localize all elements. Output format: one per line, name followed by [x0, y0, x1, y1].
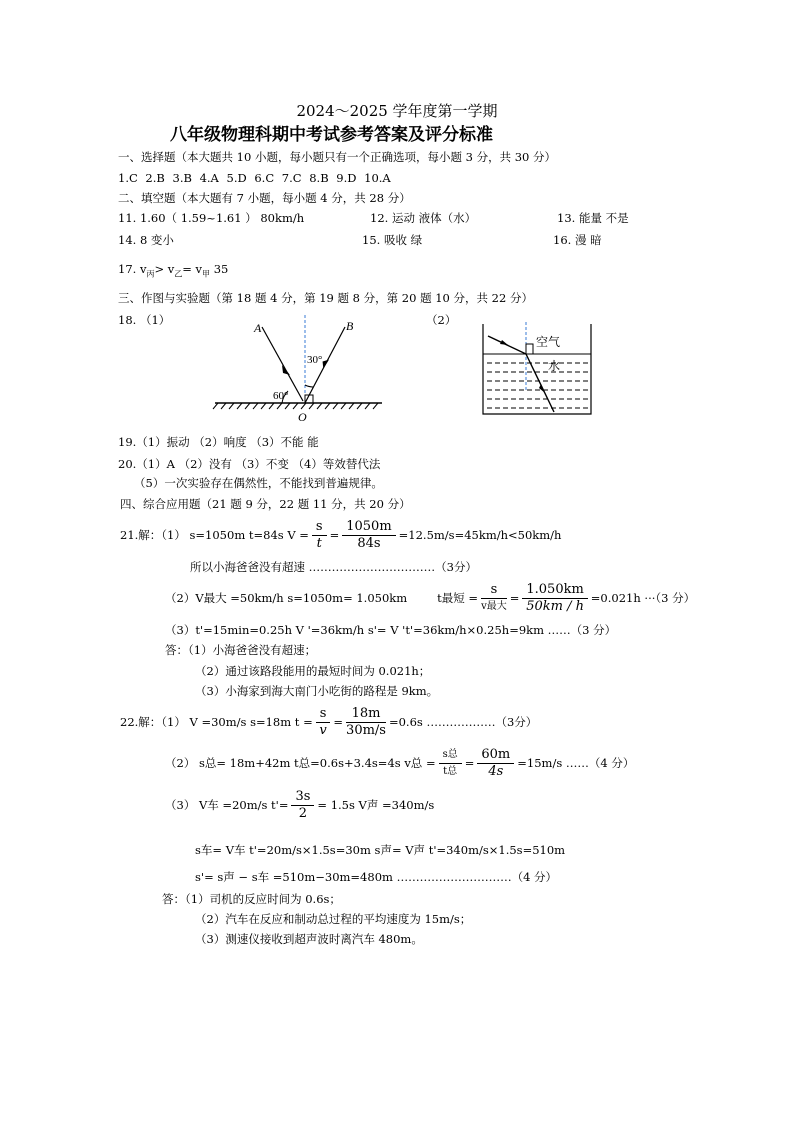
- label-o: O: [298, 410, 307, 424]
- angle-60: 60°: [273, 390, 289, 402]
- q18-label: 18. （1）: [118, 313, 171, 327]
- q21-line2: 所以小海爸爸没有超速 ……………………………（3分）: [190, 560, 477, 574]
- section1-answers: 1.C 2.B 3.B 4.A 5.D 6.C 7.C 8.B 9.D 10.A: [118, 171, 391, 185]
- q22-answer-2: （2）汽车在反应和制动总过程的平均速度为 15m/s；: [195, 912, 472, 926]
- q22-line3: （3） V车 =20m/s t'= $\frac{3s}{2}$ = 1.5s V声 =340m/s: [165, 788, 435, 821]
- q22-line1: 22.解：（1） V =30m/s s=18m t = $\frac{s}{v}$ = $\frac{18m}{30m/s}$ =0.6s ………………（3分）: [120, 705, 538, 738]
- q21-answer-3: （3）小海家到海大南门小吃街的路程是 9km。: [195, 684, 439, 698]
- label-water: 水: [548, 359, 561, 373]
- label-a: A: [254, 321, 262, 335]
- section3-heading: 三、作图与实验题（第 18 题 4 分，第 19 题 8 分，第 20 题 10 分，共 22 分）: [118, 291, 533, 305]
- q18-part2-label: （2）: [426, 313, 457, 327]
- q21-line3: （2）V最大 =50km/h s=1050m= 1.050km t最短 = $\frac{s}{\text{v最大}}$ = $\frac{1.050km}{50km / h}$ =0.021h ···（3 分）: [165, 581, 696, 614]
- section1-heading: 一、选择题（本大题共 10 小题，每小题只有一个正确选项，每小题 3 分，共 30 分）: [118, 150, 557, 164]
- answer-q19: 19.（1）振动 （2）响度 （3）不能 能: [118, 435, 319, 449]
- answer-q11: 11. 1.60（ 1.59~1.61 ） 80km/h: [118, 211, 305, 225]
- angle-30: 30°: [307, 354, 323, 366]
- q22-answer-1: 答：（1）司机的反应时间为 0.6s；: [162, 892, 341, 906]
- q21-line1: 21.解：（1） s=1050m t=84s V = $\frac{s}{t}$ = $\frac{1050m}{84s}$ =12.5m/s=45km/h<50km/h: [120, 518, 562, 551]
- refraction-diagram: [478, 322, 598, 420]
- q22-line2: （2） s总= 18m+42m t总=0.6s+3.4s=4s v总 = $\frac{\text{s总}}{\text{t总}}$ = $\frac{60m}{4s}$ =15m/s ……（4 分）: [165, 746, 635, 779]
- answer-q12: 12. 运动 液体（水）: [370, 211, 477, 225]
- q21-answer-2: （2）通过该路段能用的最短时间为 0.021h；: [195, 664, 431, 678]
- year-line: 2024～2025 学年度第一学期: [296, 102, 498, 120]
- page-title: 八年级物理科期中考试参考答案及评分标准: [170, 125, 493, 145]
- answer-q20-line1: 20.（1）A （2）没有 （3）不变 （4）等效替代法: [118, 457, 381, 471]
- answer-q14: 14. 8 变小: [118, 233, 174, 247]
- section2-heading: 二、填空题（本大题有 7 小题，每小题 4 分，共 28 分）: [118, 191, 411, 205]
- q22-line4: s车= V车 t'=20m/s×1.5s=30m s声= V声 t'=340m/s×1.5s=510m: [195, 843, 566, 857]
- q21-answer-1: 答：（1）小海爸爸没有超速；: [165, 643, 317, 657]
- answer-q15: 15. 吸收 绿: [362, 233, 423, 247]
- reflection-diagram: [210, 315, 390, 425]
- label-b: B: [346, 319, 354, 333]
- q22-answer-3: （3）测速仪接收到超声波时离汽车 480m。: [195, 932, 423, 946]
- label-air: 空气: [536, 335, 561, 349]
- answer-q20-line2: （5）一次实验存在偶然性，不能找到普遍规律。: [134, 476, 383, 490]
- q22-line5: s'= s声 − s车 =510m−30m=480m …………………………（4 分）: [195, 870, 558, 884]
- answer-q17: 17. $v_丙> v_乙= v_甲$ 35: [118, 262, 229, 279]
- answer-q13: 13. 能量 不是: [557, 211, 629, 225]
- answer-q16: 16. 漫 暗: [553, 233, 602, 247]
- q21-line4: （3）t'=15min=0.25h V '=36km/h s'= V 't'=36km/h×0.25h=9km ……（3 分）: [165, 623, 617, 637]
- section4-heading: 四、综合应用题（21 题 9 分，22 题 11 分，共 20 分）: [120, 497, 411, 511]
